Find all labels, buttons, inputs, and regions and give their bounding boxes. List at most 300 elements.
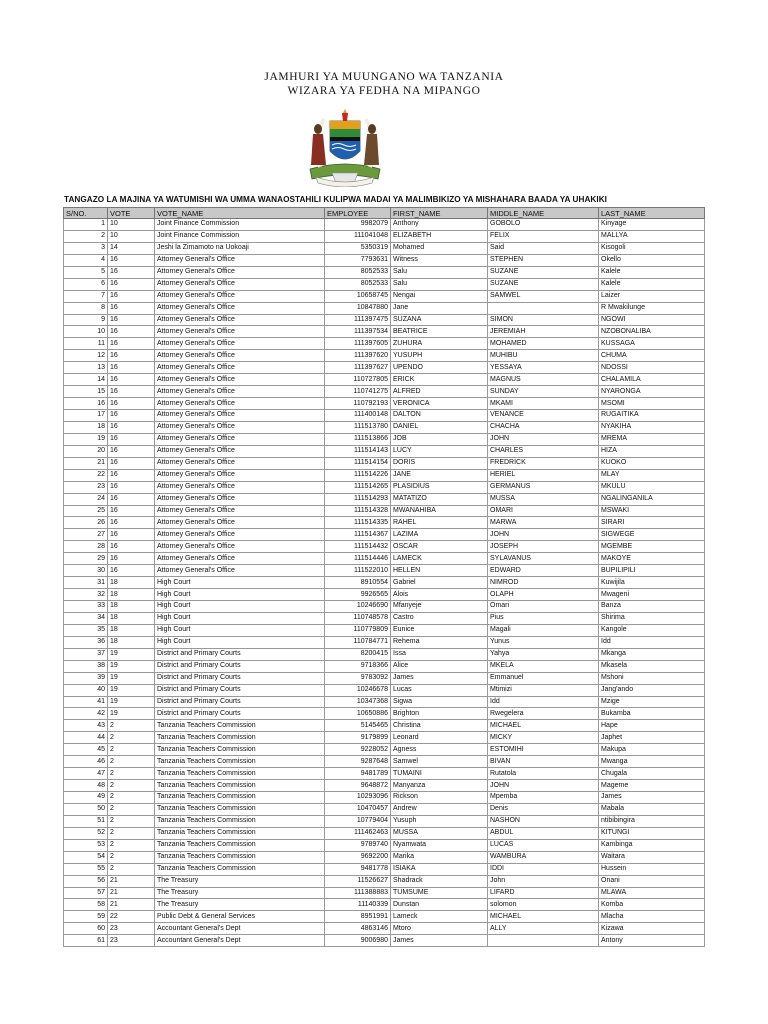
cell-middle-name: John (488, 875, 599, 887)
cell-employee: 9692200 (325, 851, 391, 863)
cell-employee: 10470457 (325, 803, 391, 815)
cell-vote-name: High Court (155, 577, 325, 589)
table-row (64, 839, 705, 851)
cell-employee: 9287648 (325, 756, 391, 768)
cell-vote-name: Attorney General's Office (155, 457, 325, 469)
cell-vote: 18 (108, 636, 155, 648)
cell-last-name: Mwanga (599, 756, 705, 768)
cell-sno: 7 (64, 290, 108, 302)
cell-employee: 8052533 (325, 266, 391, 278)
cell-vote: 2 (108, 732, 155, 744)
cell-last-name: MLAY (599, 469, 705, 481)
cell-sno: 8 (64, 302, 108, 314)
cell-last-name: Kalele (599, 266, 705, 278)
cell-first-name: YUSUPH (391, 350, 488, 362)
cell-employee: 8052533 (325, 278, 391, 290)
cell-vote-name: Attorney General's Office (155, 469, 325, 481)
cell-last-name: Jang'ando (599, 684, 705, 696)
cell-vote-name: Tanzania Teachers Commission (155, 744, 325, 756)
cell-vote-name: Tanzania Teachers Commission (155, 756, 325, 768)
cell-first-name: RAHEL (391, 517, 488, 529)
cell-vote: 16 (108, 457, 155, 469)
cell-vote: 16 (108, 445, 155, 457)
cell-vote-name: Attorney General's Office (155, 529, 325, 541)
table-row (64, 732, 705, 744)
table-row (64, 433, 705, 445)
cell-employee: 110741275 (325, 386, 391, 398)
cell-employee: 10658745 (325, 290, 391, 302)
cell-last-name: KUOKO (599, 457, 705, 469)
cell-sno: 27 (64, 529, 108, 541)
cell-employee: 111397627 (325, 362, 391, 374)
cell-first-name: OSCAR (391, 541, 488, 553)
cell-last-name: Hape (599, 720, 705, 732)
cell-first-name: JANE (391, 469, 488, 481)
table-row (64, 589, 705, 601)
cell-vote-name: Accountant General's Dept (155, 923, 325, 935)
table-row (64, 529, 705, 541)
table-row (64, 338, 705, 350)
cell-middle-name: Denis (488, 803, 599, 815)
cell-vote-name: Attorney General's Office (155, 565, 325, 577)
cell-sno: 10 (64, 326, 108, 338)
cell-employee: 11526627 (325, 875, 391, 887)
cell-last-name: Mabala (599, 803, 705, 815)
cell-sno: 47 (64, 768, 108, 780)
cell-sno: 50 (64, 803, 108, 815)
cell-first-name: LAMECK (391, 553, 488, 565)
table-row (64, 684, 705, 696)
cell-last-name: Kambinga (599, 839, 705, 851)
cell-first-name: Salu (391, 278, 488, 290)
cell-sno: 32 (64, 589, 108, 601)
header-line-1: JAMHURI YA MUUNGANO WA TANZANIA (264, 71, 504, 83)
cell-vote-name: Tanzania Teachers Commission (155, 827, 325, 839)
cell-employee: 111397605 (325, 338, 391, 350)
table-row (64, 290, 705, 302)
cell-employee: 111397534 (325, 326, 391, 338)
cell-vote: 10 (108, 219, 155, 231)
cell-middle-name: JOHN (488, 433, 599, 445)
cell-employee: 111522010 (325, 565, 391, 577)
cell-vote: 19 (108, 684, 155, 696)
cell-first-name: Rehema (391, 636, 488, 648)
cell-vote-name: Attorney General's Office (155, 338, 325, 350)
cell-sno: 49 (64, 792, 108, 804)
cell-vote: 21 (108, 899, 155, 911)
cell-vote-name: Tanzania Teachers Commission (155, 851, 325, 863)
cell-middle-name: FREDRICK (488, 457, 599, 469)
table-row (64, 636, 705, 648)
cell-last-name: MGEMBE (599, 541, 705, 553)
cell-middle-name: CHARLES (488, 445, 599, 457)
cell-first-name: Alois (391, 589, 488, 601)
cell-employee: 9481789 (325, 768, 391, 780)
cell-vote-name: High Court (155, 589, 325, 601)
cell-vote: 2 (108, 780, 155, 792)
cell-employee: 111400148 (325, 410, 391, 422)
cell-vote: 16 (108, 421, 155, 433)
cell-employee: 111514226 (325, 469, 391, 481)
cell-last-name: RUGAITIKA (599, 410, 705, 422)
cell-employee: 9926565 (325, 589, 391, 601)
cell-middle-name: Said (488, 242, 599, 254)
cell-sno: 22 (64, 469, 108, 481)
cell-last-name: HIZA (599, 445, 705, 457)
col-header-vote-name: VOTE_NAME (155, 208, 325, 219)
cell-middle-name: Yahya (488, 648, 599, 660)
cell-vote: 16 (108, 278, 155, 290)
cell-sno: 46 (64, 756, 108, 768)
cell-last-name: MSWAKI (599, 505, 705, 517)
cell-vote-name: Attorney General's Office (155, 374, 325, 386)
cell-employee: 111041048 (325, 230, 391, 242)
cell-first-name: ISIAKA (391, 863, 488, 875)
cell-vote-name: Tanzania Teachers Commission (155, 720, 325, 732)
table-row (64, 827, 705, 839)
table-row (64, 374, 705, 386)
table-row (64, 899, 705, 911)
cell-vote: 16 (108, 338, 155, 350)
cell-last-name: MLAWA (599, 887, 705, 899)
cell-vote: 23 (108, 935, 155, 947)
cell-sno: 38 (64, 660, 108, 672)
cell-middle-name: FELIX (488, 230, 599, 242)
cell-vote-name: Attorney General's Office (155, 505, 325, 517)
cell-middle-name: NIMROD (488, 577, 599, 589)
cell-first-name: TUMSUME (391, 887, 488, 899)
cell-vote-name: Accountant General's Dept (155, 935, 325, 947)
table-row (64, 386, 705, 398)
table-row (64, 457, 705, 469)
table-row (64, 624, 705, 636)
cell-vote-name: Tanzania Teachers Commission (155, 839, 325, 851)
cell-vote: 18 (108, 601, 155, 613)
cell-last-name: Kinyage (599, 219, 705, 231)
cell-first-name: Shadrack (391, 875, 488, 887)
cell-last-name: ntibibingira (599, 815, 705, 827)
cell-first-name: James (391, 672, 488, 684)
cell-sno: 42 (64, 708, 108, 720)
cell-employee: 10246678 (325, 684, 391, 696)
cell-vote: 2 (108, 863, 155, 875)
table-row (64, 278, 705, 290)
cell-middle-name: LUCAS (488, 839, 599, 851)
table-row (64, 648, 705, 660)
cell-first-name: Leonard (391, 732, 488, 744)
cell-first-name: LUCY (391, 445, 488, 457)
cell-employee: 5350319 (325, 242, 391, 254)
cell-vote: 2 (108, 768, 155, 780)
cell-sno: 33 (64, 601, 108, 613)
cell-first-name: Yusuph (391, 815, 488, 827)
cell-vote-name: Attorney General's Office (155, 553, 325, 565)
cell-first-name: Nyamwata (391, 839, 488, 851)
cell-vote-name: Attorney General's Office (155, 326, 325, 338)
cell-first-name: LAZIMA (391, 529, 488, 541)
cell-sno: 30 (64, 565, 108, 577)
cell-employee: 111514446 (325, 553, 391, 565)
cell-vote: 16 (108, 433, 155, 445)
cell-middle-name: ESTOMIHI (488, 744, 599, 756)
cell-vote-name: Attorney General's Office (155, 445, 325, 457)
cell-first-name: PLASIDIUS (391, 481, 488, 493)
cell-vote: 18 (108, 589, 155, 601)
cell-sno: 4 (64, 254, 108, 266)
table-row (64, 672, 705, 684)
cell-middle-name: MKELA (488, 660, 599, 672)
cell-vote: 16 (108, 374, 155, 386)
table-row (64, 350, 705, 362)
cell-vote-name: High Court (155, 636, 325, 648)
cell-last-name: MALLYA (599, 230, 705, 242)
cell-sno: 2 (64, 230, 108, 242)
cell-vote-name: Attorney General's Office (155, 290, 325, 302)
col-header-sno: S/NO. (64, 208, 108, 219)
cell-sno: 51 (64, 815, 108, 827)
table-row (64, 242, 705, 254)
cell-employee: 111462463 (325, 827, 391, 839)
cell-last-name: SIGWEGE (599, 529, 705, 541)
cell-vote-name: District and Primary Courts (155, 684, 325, 696)
cell-vote-name: Tanzania Teachers Commission (155, 792, 325, 804)
cell-last-name: Laizer (599, 290, 705, 302)
table-row (64, 302, 705, 314)
cell-vote: 14 (108, 242, 155, 254)
document-header (0, 70, 768, 98)
cell-sno: 61 (64, 935, 108, 947)
cell-middle-name: NASHON (488, 815, 599, 827)
cell-first-name: Agness (391, 744, 488, 756)
cell-first-name: DANIEL (391, 421, 488, 433)
cell-vote-name: Attorney General's Office (155, 266, 325, 278)
cell-vote: 2 (108, 803, 155, 815)
cell-middle-name: SAMWEL (488, 290, 599, 302)
table-row (64, 410, 705, 422)
cell-vote-name: Public Debt & General Services (155, 911, 325, 923)
cell-middle-name: Omari (488, 601, 599, 613)
table-row (64, 875, 705, 887)
cell-middle-name: OMARI (488, 505, 599, 517)
cell-first-name: Anthony (391, 219, 488, 231)
notice-caption: TANGAZO LA MAJINA YA WATUMISHI WA UMMA WANAOSTAHILI KULIPWA MADAI YA MALIMBIKIZO YA MISHAHARA BAADA YA UHAKIKI (64, 195, 607, 204)
cell-employee: 111514328 (325, 505, 391, 517)
table-row (64, 469, 705, 481)
cell-vote-name: Attorney General's Office (155, 493, 325, 505)
table-row (64, 720, 705, 732)
cell-employee: 111514143 (325, 445, 391, 457)
cell-vote-name: District and Primary Courts (155, 648, 325, 660)
cell-middle-name: Idd (488, 696, 599, 708)
cell-first-name: Manyanza (391, 780, 488, 792)
table-row (64, 219, 705, 231)
cell-sno: 59 (64, 911, 108, 923)
table-row (64, 565, 705, 577)
cell-middle-name: LIFARD (488, 887, 599, 899)
cell-first-name: Rickson (391, 792, 488, 804)
cell-employee: 9789740 (325, 839, 391, 851)
cell-employee: 8200415 (325, 648, 391, 660)
cell-employee: 111514367 (325, 529, 391, 541)
cell-vote-name: Tanzania Teachers Commission (155, 732, 325, 744)
cell-middle-name: CHACHA (488, 421, 599, 433)
cell-vote: 2 (108, 827, 155, 839)
table-row (64, 887, 705, 899)
cell-employee: 9718366 (325, 660, 391, 672)
cell-vote-name: The Treasury (155, 899, 325, 911)
cell-first-name: ERICK (391, 374, 488, 386)
cell-first-name: Sigwa (391, 696, 488, 708)
cell-employee: 5145465 (325, 720, 391, 732)
col-header-middle-name: MIDDLE_NAME (488, 208, 599, 219)
cell-first-name: ELIZABETH (391, 230, 488, 242)
cell-vote: 16 (108, 386, 155, 398)
table-row (64, 780, 705, 792)
cell-middle-name: IDDI (488, 863, 599, 875)
cell-last-name: CHUMA (599, 350, 705, 362)
cell-vote: 21 (108, 887, 155, 899)
table-row (64, 911, 705, 923)
cell-last-name: Mshoni (599, 672, 705, 684)
cell-employee: 10293096 (325, 792, 391, 804)
cell-last-name: Waitara (599, 851, 705, 863)
cell-middle-name: Rwegelera (488, 708, 599, 720)
cell-employee: 111514432 (325, 541, 391, 553)
cell-sno: 15 (64, 386, 108, 398)
cell-sno: 56 (64, 875, 108, 887)
cell-vote-name: District and Primary Courts (155, 672, 325, 684)
cell-sno: 13 (64, 362, 108, 374)
cell-first-name: MWANAHIBA (391, 505, 488, 517)
cell-employee: 110727805 (325, 374, 391, 386)
table-row (64, 863, 705, 875)
cell-middle-name: Pius (488, 612, 599, 624)
cell-last-name: Mwageni (599, 589, 705, 601)
cell-sno: 53 (64, 839, 108, 851)
cell-sno: 3 (64, 242, 108, 254)
cell-sno: 20 (64, 445, 108, 457)
cell-last-name: MSOMI (599, 398, 705, 410)
cell-vote: 19 (108, 672, 155, 684)
cell-vote-name: Joint Finance Commission (155, 230, 325, 242)
cell-vote: 16 (108, 493, 155, 505)
table-row (64, 254, 705, 266)
table-row (64, 935, 705, 947)
table-row (64, 923, 705, 935)
cell-sno: 29 (64, 553, 108, 565)
cell-last-name: KUSSAGA (599, 338, 705, 350)
cell-middle-name: ABDUL (488, 827, 599, 839)
cell-vote: 2 (108, 744, 155, 756)
cell-first-name: Lameck (391, 911, 488, 923)
cell-sno: 58 (64, 899, 108, 911)
table-row (64, 696, 705, 708)
cell-middle-name: GOBOLO (488, 219, 599, 231)
cell-first-name: HELLEN (391, 565, 488, 577)
cell-middle-name: MUHIBU (488, 350, 599, 362)
cell-sno: 36 (64, 636, 108, 648)
cell-middle-name: MUSSA (488, 493, 599, 505)
cell-sno: 18 (64, 421, 108, 433)
cell-first-name: Gabriel (391, 577, 488, 589)
cell-sno: 60 (64, 923, 108, 935)
cell-employee: 11140339 (325, 899, 391, 911)
cell-first-name: Issa (391, 648, 488, 660)
cell-employee: 9006980 (325, 935, 391, 947)
table-row (64, 326, 705, 338)
cell-first-name: ALFRED (391, 386, 488, 398)
cell-sno: 21 (64, 457, 108, 469)
cell-middle-name: STEPHEN (488, 254, 599, 266)
cell-last-name: Kizawa (599, 923, 705, 935)
cell-vote-name: Tanzania Teachers Commission (155, 863, 325, 875)
cell-middle-name: JEREMIAH (488, 326, 599, 338)
cell-vote: 16 (108, 302, 155, 314)
table-row (64, 481, 705, 493)
cell-last-name: Japhet (599, 732, 705, 744)
cell-sno: 14 (64, 374, 108, 386)
cell-first-name: Salu (391, 266, 488, 278)
cell-employee: 10650886 (325, 708, 391, 720)
cell-vote: 16 (108, 362, 155, 374)
cell-employee: 111514335 (325, 517, 391, 529)
cell-last-name: Kangole (599, 624, 705, 636)
cell-vote: 18 (108, 612, 155, 624)
cell-first-name: Jane (391, 302, 488, 314)
cell-last-name: Mkanga (599, 648, 705, 660)
cell-sno: 39 (64, 672, 108, 684)
cell-sno: 45 (64, 744, 108, 756)
cell-vote: 18 (108, 577, 155, 589)
cell-sno: 24 (64, 493, 108, 505)
cell-vote: 2 (108, 815, 155, 827)
cell-employee: 9982079 (325, 219, 391, 231)
table-row (64, 792, 705, 804)
cell-vote-name: Attorney General's Office (155, 350, 325, 362)
cell-sno: 48 (64, 780, 108, 792)
cell-first-name: Samwel (391, 756, 488, 768)
cell-vote-name: Attorney General's Office (155, 302, 325, 314)
cell-middle-name: MICKY (488, 732, 599, 744)
cell-middle-name: MARWA (488, 517, 599, 529)
cell-sno: 25 (64, 505, 108, 517)
cell-last-name: NYARONGA (599, 386, 705, 398)
cell-vote-name: Attorney General's Office (155, 386, 325, 398)
cell-last-name: Okello (599, 254, 705, 266)
cell-sno: 23 (64, 481, 108, 493)
table-row (64, 851, 705, 863)
cell-middle-name: GERMANUS (488, 481, 599, 493)
cell-vote: 16 (108, 529, 155, 541)
cell-middle-name: ALLY (488, 923, 599, 935)
cell-vote: 16 (108, 326, 155, 338)
cell-sno: 43 (64, 720, 108, 732)
cell-last-name: Chugala (599, 768, 705, 780)
cell-vote-name: Attorney General's Office (155, 541, 325, 553)
cell-sno: 44 (64, 732, 108, 744)
cell-vote: 2 (108, 720, 155, 732)
cell-employee: 10779404 (325, 815, 391, 827)
cell-sno: 41 (64, 696, 108, 708)
col-header-last-name: LAST_NAME (599, 208, 705, 219)
cell-first-name: DALTON (391, 410, 488, 422)
cell-employee: 8951991 (325, 911, 391, 923)
cell-employee: 10847880 (325, 302, 391, 314)
cell-employee: 8910554 (325, 577, 391, 589)
cell-vote: 19 (108, 660, 155, 672)
cell-sno: 1 (64, 219, 108, 231)
cell-last-name: MKULU (599, 481, 705, 493)
